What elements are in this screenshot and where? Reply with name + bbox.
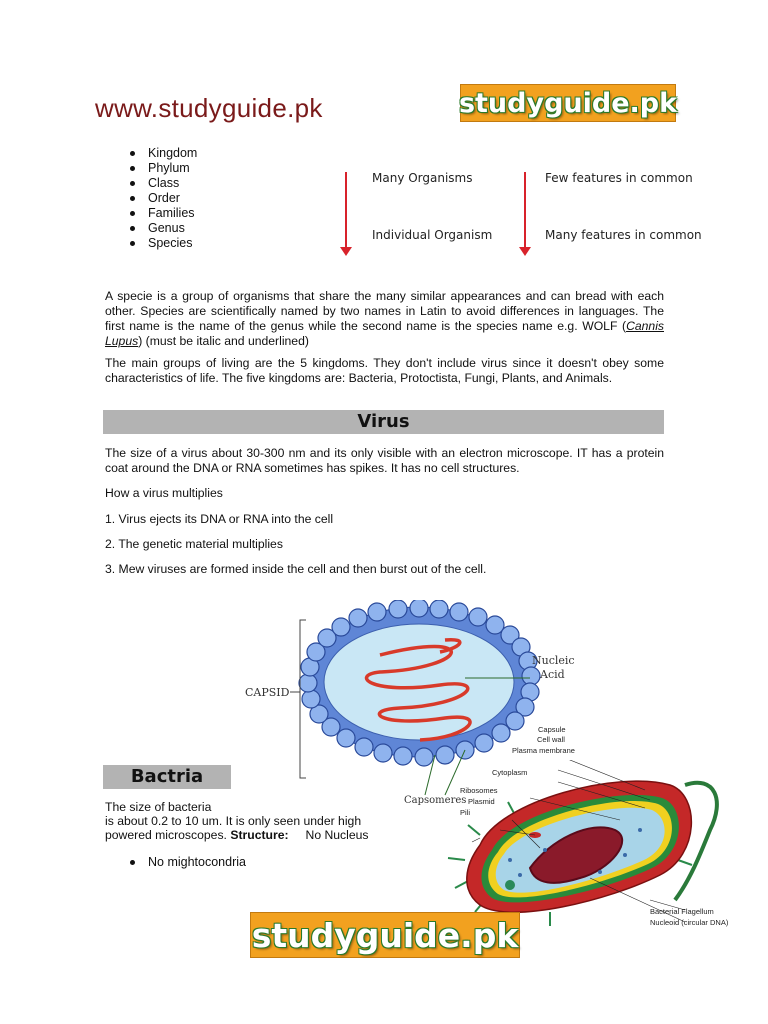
down-arrow-left bbox=[345, 172, 347, 248]
rank-item: Phylum bbox=[128, 161, 197, 176]
ribosomes-label: Ribosomes bbox=[460, 786, 498, 795]
virus-intro: The size of a virus about 30-300 nm and its only visible with an electron microscope. IT has a protein coat around the DNA or RNA sometimes has spikes. It has no cell structures. bbox=[105, 446, 664, 475]
logo-top: studyguide.pk bbox=[460, 84, 676, 122]
virus-heading: Virus bbox=[103, 410, 664, 434]
taxonomy-list bbox=[128, 146, 197, 251]
structure-label: Structure: bbox=[230, 828, 289, 842]
kingdoms-paragraph: The main groups of living are the 5 kingdoms. They don't include virus since it doesn't obey some characteristics of life. The five kingdoms are: Bacteria, Protoctista, Fungi, Plants, and Animals. bbox=[105, 356, 664, 385]
plasmid-label: Plasmid bbox=[468, 797, 495, 806]
individual-organism-label: Individual Organism bbox=[372, 228, 493, 242]
logo-bottom: studyguide.pk bbox=[250, 912, 520, 958]
many-organisms-label: Many Organisms bbox=[372, 171, 473, 185]
cytoplasm-label: Cytoplasm bbox=[492, 768, 528, 777]
virus-step-2: 2. The genetic material multiplies bbox=[105, 537, 283, 551]
bacteria-heading: Bactria bbox=[103, 765, 231, 789]
rank-item: Order bbox=[128, 191, 197, 206]
capsid-label: CAPSID bbox=[245, 686, 290, 699]
bacteria-line-1: The size of bacteria bbox=[105, 800, 212, 814]
nucleoid-label: Nucleoid (circular DNA) bbox=[650, 918, 729, 927]
species-example: Cannis Lupus bbox=[105, 319, 664, 348]
down-arrow-right bbox=[524, 172, 526, 248]
few-features-label: Few features in common bbox=[545, 171, 693, 185]
bacteria-line-2: is about 0.2 to 10 um. It is only seen under high bbox=[105, 814, 362, 828]
rank-item: Families bbox=[128, 206, 197, 221]
rank-item: Species bbox=[128, 236, 197, 251]
species-paragraph: A specie is a group of organisms that share the many similar appearances and can bread with each other. Species are scientifically named by two names in Latin to avoid differences in languages. The first name is the name of the genus while the second name is the species name e.g. WOLF (Cannis Lupus) (must be italic and underlined) bbox=[105, 289, 664, 348]
plasma-membrane-label: Plasma membrane bbox=[512, 746, 575, 755]
bacteria-bullets bbox=[128, 855, 246, 870]
capsomeres-label: Capsomeres bbox=[404, 795, 467, 806]
bacteria-line-3: powered microscopes. Structure: No Nucleus bbox=[105, 828, 369, 842]
flagellum-label: Bacterial Flagellum bbox=[650, 907, 714, 916]
virus-how: How a virus multiplies bbox=[105, 486, 223, 500]
many-features-label: Many features in common bbox=[545, 228, 702, 242]
rank-item: Genus bbox=[128, 221, 197, 236]
site-title: www.studyguide.pk bbox=[95, 93, 323, 123]
pili-label: Pili bbox=[460, 808, 471, 817]
capsule-label: Capsule bbox=[538, 725, 566, 734]
rank-item: Class bbox=[128, 176, 197, 191]
nucleic-acid-label-1: Nucleic bbox=[532, 654, 575, 667]
virus-step-1: 1. Virus ejects its DNA or RNA into the cell bbox=[105, 512, 334, 526]
virus-step-3: 3. Mew viruses are formed inside the cell and then burst out of the cell. bbox=[105, 562, 487, 576]
rank-item: Kingdom bbox=[128, 146, 197, 161]
bacteria-bullet: No mightocondria bbox=[128, 855, 246, 870]
cell-wall-label: Cell wall bbox=[537, 735, 565, 744]
nucleic-acid-label-2: Acid bbox=[540, 668, 565, 681]
